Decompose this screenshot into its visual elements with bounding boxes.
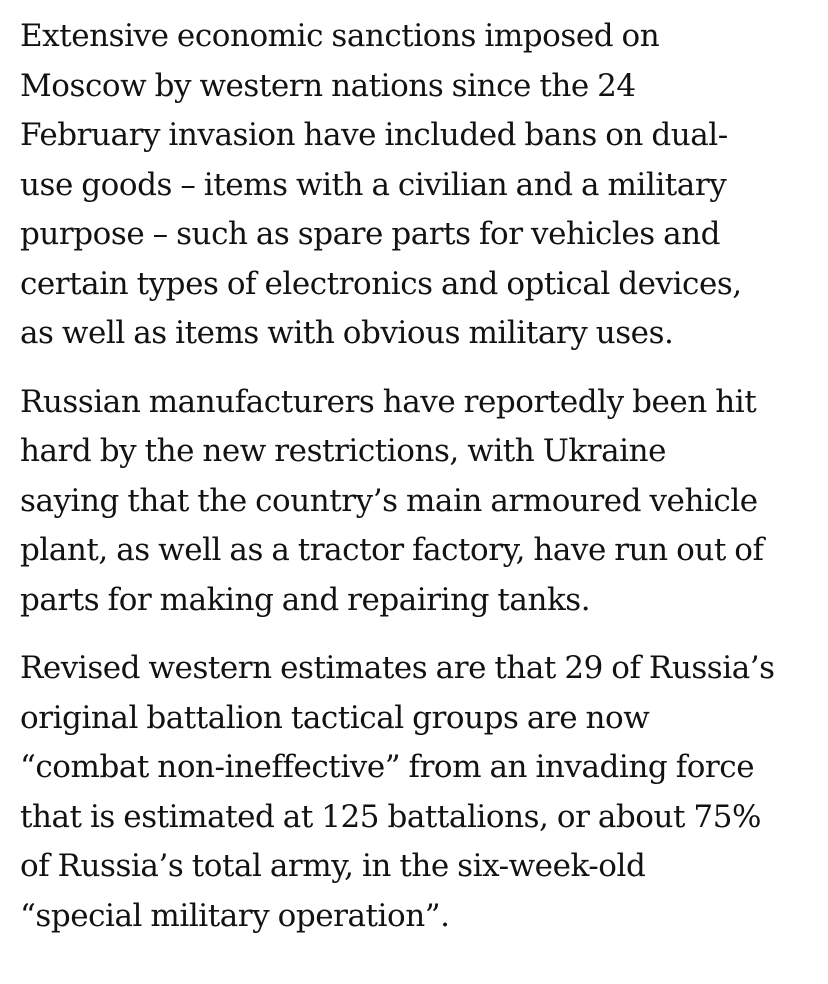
- paragraph-line: saying that the country’s main armoured vehicle: [20, 482, 758, 519]
- paragraph-line: hard by the new restrictions, with Ukraine: [20, 433, 667, 469]
- paragraph-line: parts for making and repairing tanks.: [20, 581, 591, 618]
- paragraph-line: certain types of electronics and optical devices,: [20, 265, 742, 302]
- paragraph-manufacturers: [20, 378, 820, 626]
- paragraph-line: use goods – items with a civilian and a military: [20, 166, 727, 203]
- paragraph-line: purpose – such as spare parts for vehicles and: [20, 216, 721, 252]
- paragraph-line: Extensive economic sanctions imposed on: [20, 18, 660, 54]
- paragraph-line: Revised western estimates are that 29 of Russia’s: [20, 650, 775, 686]
- paragraph-sanctions: [20, 12, 820, 359]
- paragraph-line: plant, as well as a tractor factory, have run out of: [20, 532, 764, 568]
- paragraph-line: that is estimated at 125 battalions, or about 75%: [20, 798, 761, 835]
- article-body: [20, 12, 820, 960]
- paragraph-line: Russian manufacturers have reportedly been hit: [20, 383, 757, 420]
- paragraph-line: Moscow by western nations since the 24: [20, 67, 636, 104]
- paragraph-estimates: [20, 644, 820, 941]
- paragraph-line: “special military operation”.: [20, 897, 450, 934]
- paragraph-line: February invasion have included bans on dual-: [20, 117, 728, 153]
- paragraph-line: “combat non-ineffective” from an invading force: [20, 749, 755, 785]
- paragraph-line: original battalion tactical groups are now: [20, 699, 650, 736]
- paragraph-line: of Russia’s total army, in the six-week-old: [20, 848, 646, 884]
- paragraph-line: as well as items with obvious military uses.: [20, 315, 674, 351]
